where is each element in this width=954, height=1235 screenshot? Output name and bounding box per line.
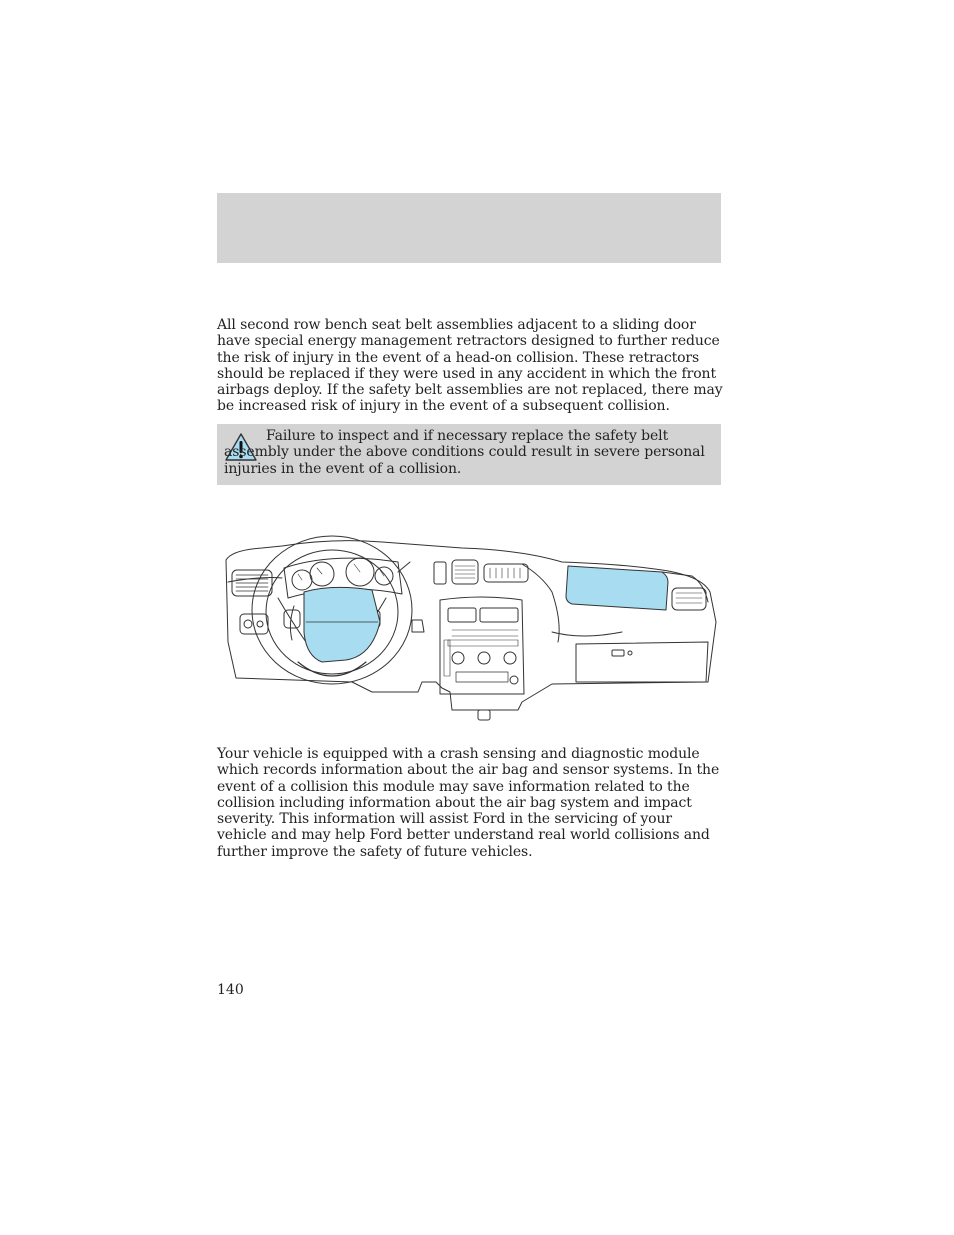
warning-text: Failure to inspect and if necessary replace the safety belt assembly under the above conditions could result in severe personal injuries in the event of a collision. — [224, 428, 705, 477]
page-number: 140 — [217, 982, 244, 998]
driver-airbag-highlight — [304, 587, 380, 662]
section-header-band — [217, 193, 721, 263]
crash-module-paragraph: Your vehicle is equipped with a crash sensing and diagnostic module which records information about the air bag and sensor systems. In the event of a collision this module may save information related to the collision including information about the air bag system and impact severity. This information will assist Ford in the servicing of your vehicle and may help Ford better understand real world collisions and further improve the safety of future vehicles. — [217, 746, 720, 860]
warning-box — [217, 424, 721, 485]
dashboard-airbag-illustration — [222, 532, 720, 734]
passenger-airbag-highlight — [566, 566, 668, 610]
retractor-paragraph: All second row bench seat belt assemblies adjacent to a sliding door have special energy management retractors designed to further reduce the risk of injury in the event of a head-on collision. These retractors should be replaced if they were used in any accident in which the front airbags deploy. If the safety belt assemblies are not replaced, there may be increased risk of injury in the event of a subsequent collision. — [217, 317, 723, 415]
